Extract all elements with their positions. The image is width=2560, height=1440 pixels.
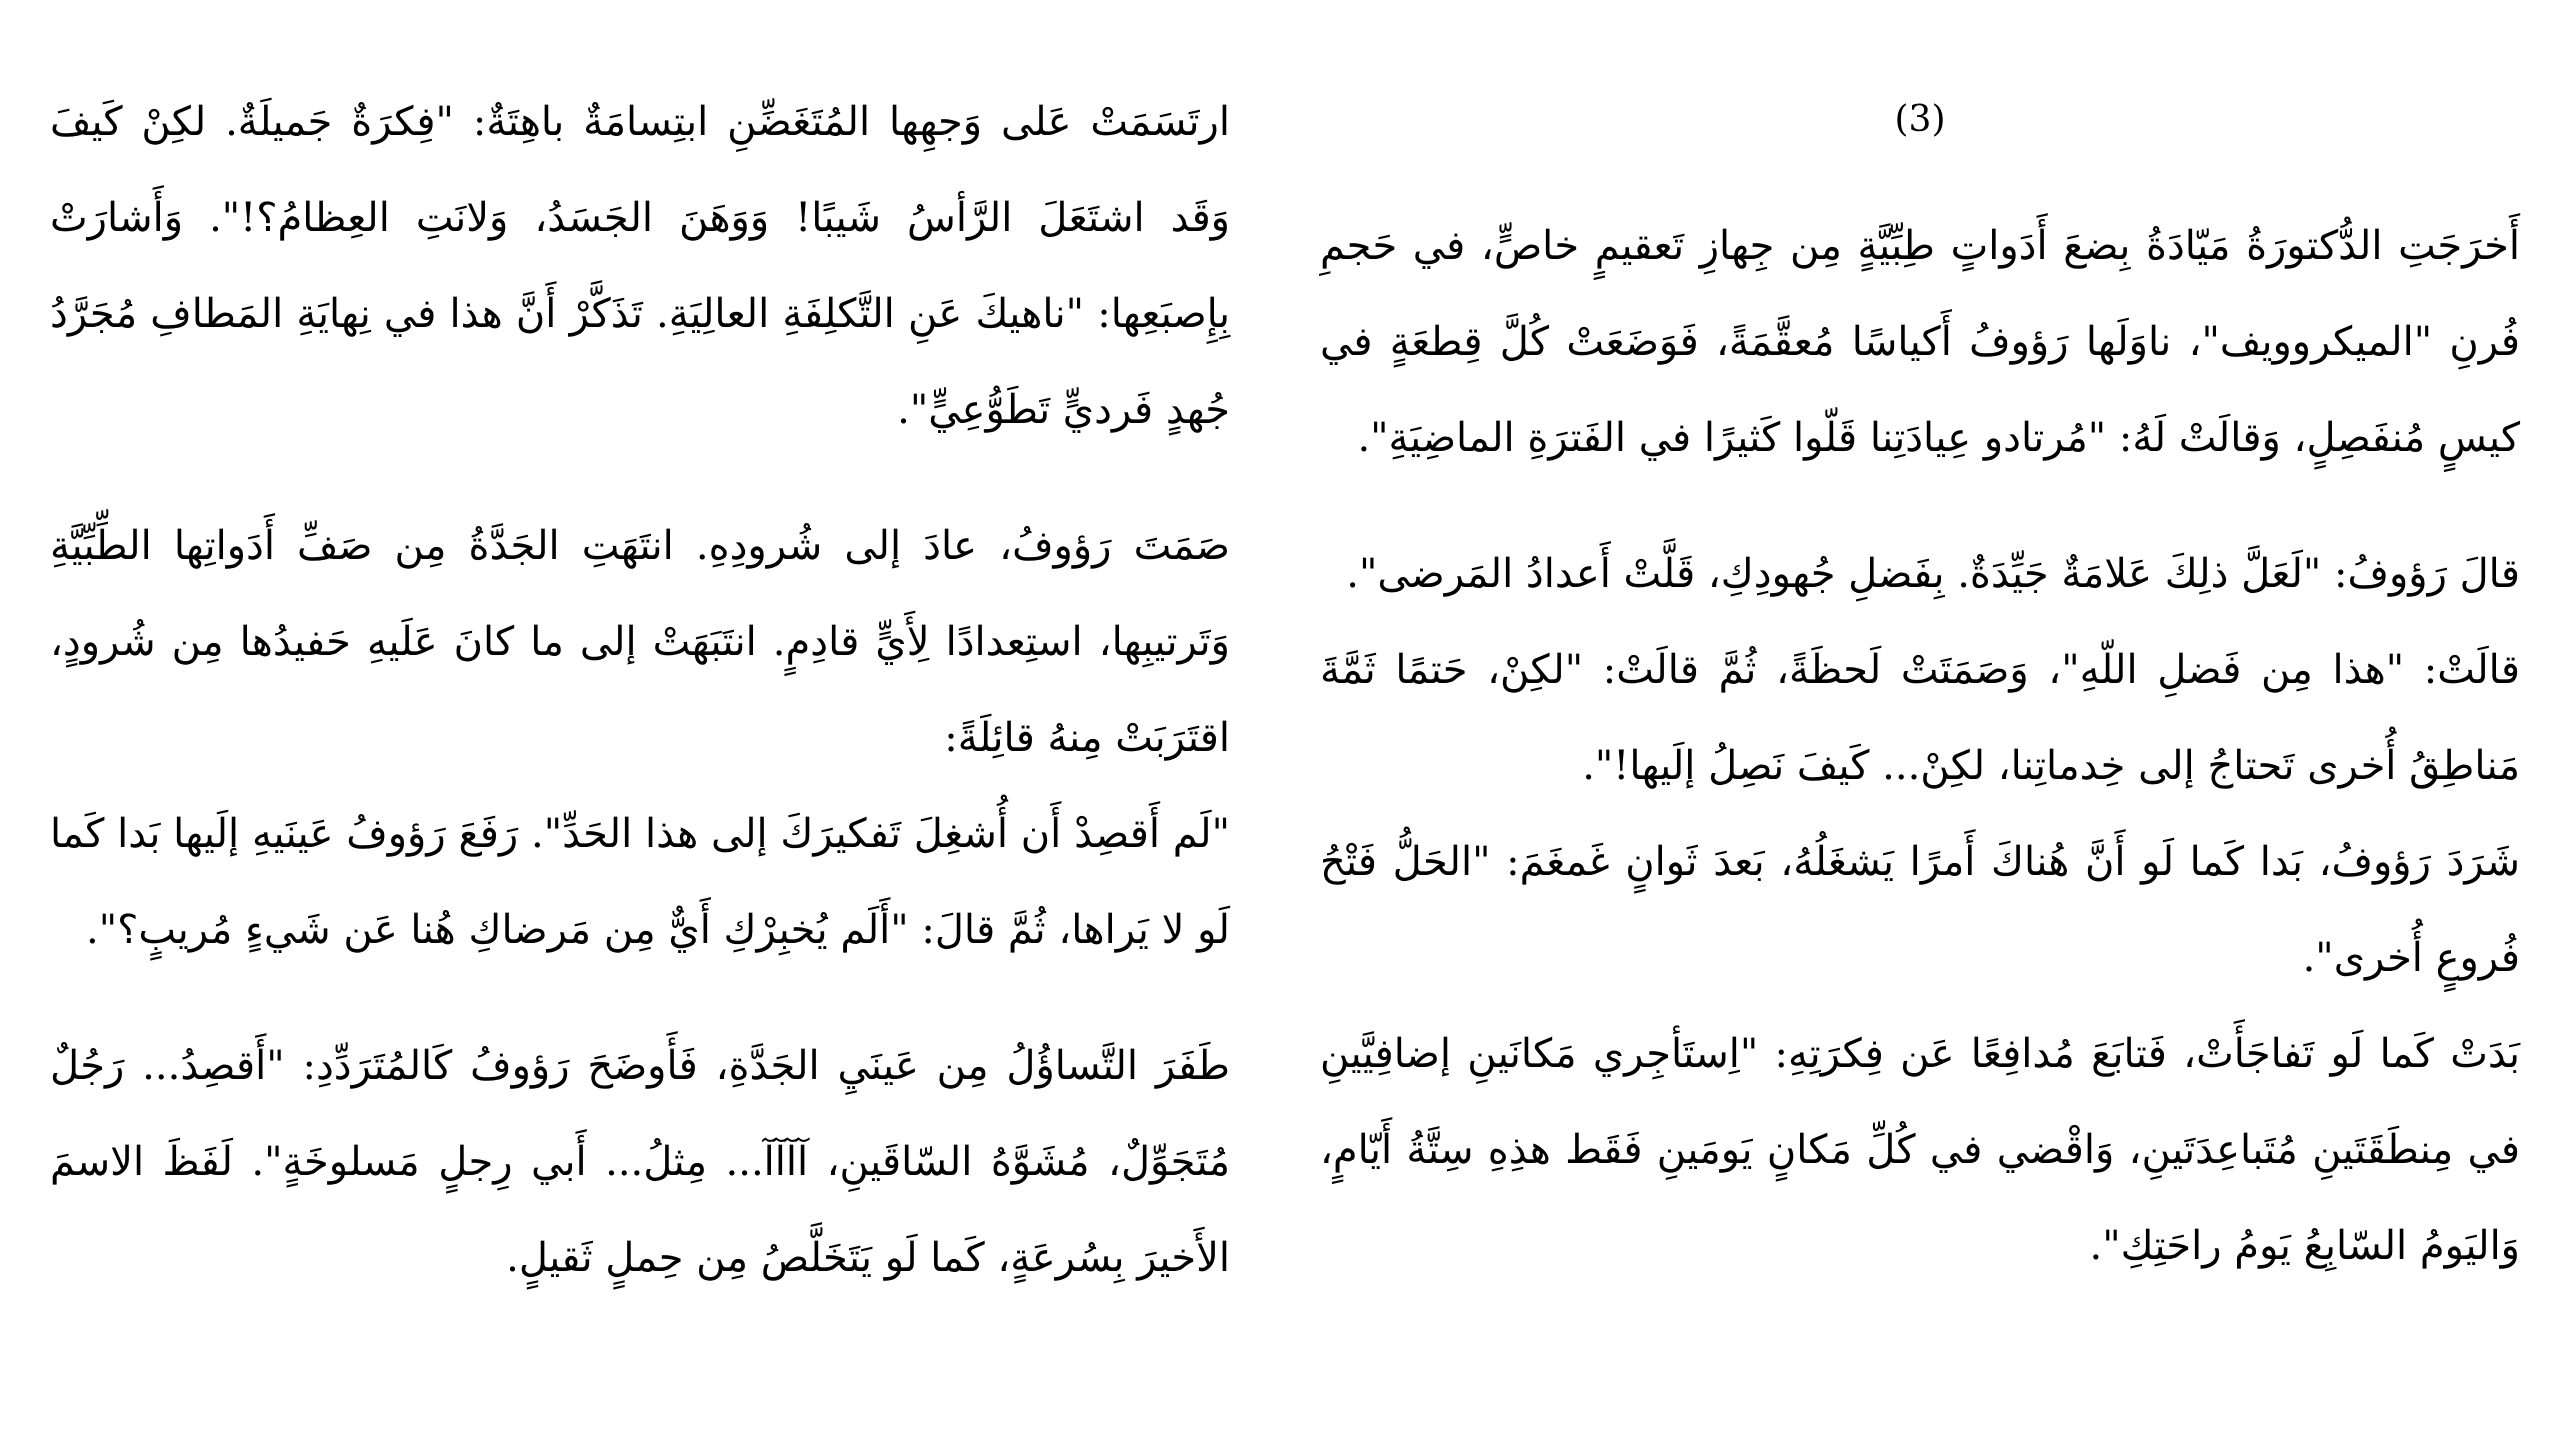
paragraph: قالَتْ: "هذا مِن فَضلِ اللّهِ"، وَصَمَتَتْ لَحظَةً، ثُمَّ قالَتْ: "لكِنْ، حَتمًا ثَمَّةَ مَناطِقُ أُخرى تَحتاجُ إلى خِدماتِنا، لكِنْ... كَيفَ نَصِلُ إلَيها!". [1320, 647, 2520, 789]
paragraph: صَمَتَ رَؤوفُ، عادَ إلى شُرودِهِ. انتَهَتِ الجَدَّةُ مِن صَفِّ أَدَواتِها الطِّبِّيَّةِ وَتَرتيبِها، استِعدادًا لِأَيٍّ قادِمٍ. انتَبَهَتْ إلى ما كانَ عَلَيهِ حَفيدُها مِن شُرودٍ، اقتَرَبَتْ مِنهُ قائِلَةً: [50, 523, 1230, 761]
paragraph: أَخرَجَتِ الدُّكتورَةُ مَيّادَةُ بِضعَ أَدَواتٍ طِبِّيَّةٍ مِن جِهازِ تَعقيمٍ خاصٍّ، في حَجمِ فُرنِ "الميكروويف"، ناوَلَها رَؤوفُ أَكياسًا مُعقَّمَةً، فَوَضَعَتْ كُلَّ قِطعَةٍ في كيسٍ مُنفَصِلٍ، وَقالَتْ لَهُ: "مُرتادو عِيادَتِنا قَلّوا كَثيرًا في الفَترَةِ الماضِيَةِ". [1320, 223, 2520, 461]
paragraph: طَفَرَ التَّساؤُلُ مِن عَينَيِ الجَدَّةِ، فَأَوضَحَ رَؤوفُ كَالمُتَرَدِّدِ: "أَقصِدُ... رَجُلٌ مُتَجَوِّلٌ، مُشَوَّهُ السّاقَينِ، آآآآ... مِثلُ... أَبي رِجلٍ مَسلوخَةٍ". لَفَظَ الاسمَ الأَخيرَ بِسُرعَةٍ، كَما لَو يَتَخَلَّصُ مِن حِملٍ ثَقيلٍ. [50, 1043, 1231, 1281]
paragraph: ارتَسَمَتْ عَلى وَجهِها المُتَغَضِّنِ ابتِسامَةٌ باهِتَةٌ: "فِكرَةٌ جَميلَةٌ. لكِنْ كَيفَ وَقَد اشتَعَلَ الرَّأسُ شَيبًا! وَوَهَنَ الجَسَدُ، وَلانَتِ العِظامُ؟!". وَأَشارَتْ بِإِصبَعِها: "ناهيكَ عَنِ التَّكلِفَةِ العالِيَةِ. تَذَكَّرْ أَنَّ هذا في نِهايَةِ المَطافِ مُجَرَّدُ جُهدٍ فَرديٍّ تَطَوُّعِيٍّ". [50, 99, 1230, 433]
right-page [1320, 0, 2520, 1440]
paragraph: شَرَدَ رَؤوفُ، بَدا كَما لَو أَنَّ هُناكَ أَمرًا يَشغَلُهُ، بَعدَ ثَوانٍ غَمغَمَ: "الحَلُّ فَتْحُ فُروعٍ أُخرى". [1320, 839, 2520, 981]
left-page [50, 0, 1230, 1440]
paragraph: "لَم أَقصِدْ أَن أُشغِلَ تَفكيرَكَ إلى هذا الحَدِّ". رَفَعَ رَؤوفُ عَينَيهِ إلَيها بَدا كَما لَو لا يَراها، ثُمَّ قالَ: "أَلَم يُخبِرْكِ أَيٌّ مِن مَرضاكِ هُنا عَن شَيءٍ مُريبٍ؟". [50, 811, 1230, 953]
paragraph: بَدَتْ كَما لَو تَفاجَأَتْ، فَتابَعَ مُدافِعًا عَن فِكرَتِهِ: "اِستَأجِري مَكانَينِ إضافِيَّينِ في مِنطَقَتَينِ مُتَباعِدَتَينِ، وَاقْضي في كُلِّ مَكانٍ يَومَينِ فَقَط هذِهِ سِتَّةُ أَيّامٍ، وَاليَومُ السّابِعُ يَومُ راحَتِكِ". [1320, 1031, 2520, 1269]
page-number: (3) [1894, 99, 1946, 140]
paragraph: قالَ رَؤوفُ: "لَعَلَّ ذلِكَ عَلامَةٌ جَيِّدَةٌ. بِفَضلِ جُهودِكِ، قَلَّتْ أَعدادُ المَرضى". [1346, 551, 2520, 597]
